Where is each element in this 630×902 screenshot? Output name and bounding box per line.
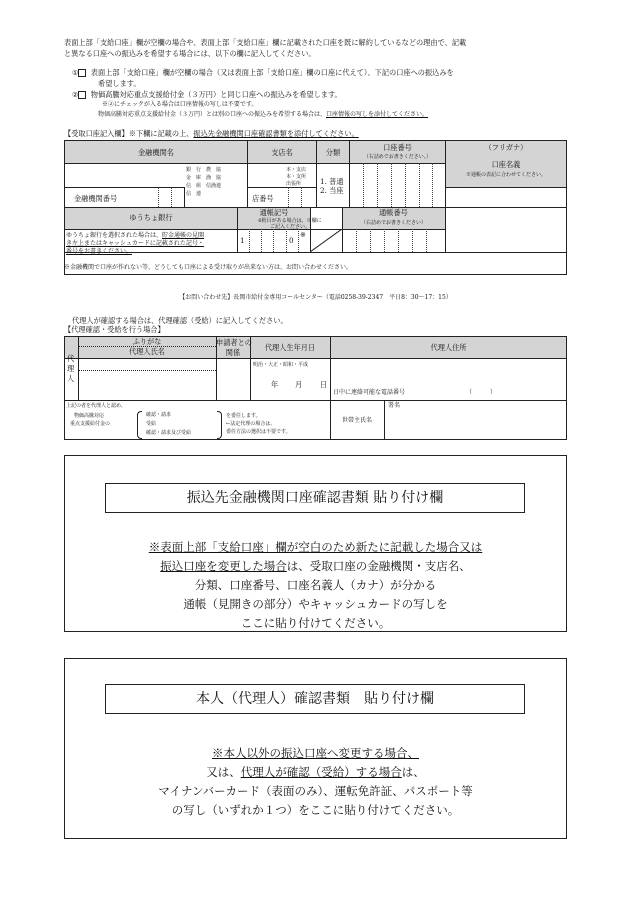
yucho-asterisk: ※: [300, 230, 307, 239]
box1-line-2-underlined: 振込口座を変更した場合: [160, 559, 287, 573]
left-brace: [137, 411, 142, 439]
proxy-heading: 【代理確認・受給を行う場合】: [64, 325, 165, 334]
box1-line-4: 通帳（見開きの部分）やキャッシュカードの写しを: [183, 597, 448, 611]
box2-line-1: ※本人以外の振込口座へ変更する場合、: [212, 746, 419, 760]
option-1-checkbox[interactable]: [78, 69, 86, 77]
kana-header: （フリガナ）: [484, 143, 528, 152]
side-label-2: 理: [67, 364, 75, 373]
account-footnote: ※金融機関で口座が作れない等、どうしても口座による受け取りが出来ない方は、お問い合わせください。: [64, 264, 353, 271]
signature-label: 署名: [388, 402, 401, 409]
box1-line-2: [64, 557, 567, 576]
benefit-2: 重点支援給付金の: [70, 421, 111, 427]
dob-label: 代理人生年月日: [264, 343, 316, 352]
paste-box-account-title: 振込先金融機関口座確認書類 貼り付け欄: [186, 490, 444, 506]
yucho-digit-0: 0: [289, 236, 294, 245]
address-label: 代理人住所: [430, 343, 467, 352]
bank-type-4: 信 連: [186, 191, 202, 197]
bank-code-label: 金融機関番号: [74, 194, 118, 203]
box2-line-2: [64, 763, 567, 782]
yucho-desc-3: 番号をお書きください。: [66, 248, 133, 255]
box2-line-2-underlined: 代理人が確認（受給）する場合: [240, 765, 402, 779]
yucho-symbol-note-2: ご記入ください。: [269, 224, 310, 230]
day-label: 日: [320, 380, 328, 389]
option-2-number: ②: [72, 90, 79, 99]
proxy-intro: 代理人が確認する場合は、代理確認（受給）に記入してください。: [72, 316, 288, 325]
box2-line-3: マイナンバーカード（表面のみ）、運転免許証、パスポート等: [158, 784, 473, 798]
yucho-number-note: （右詰めでお書きください）: [360, 220, 426, 226]
account-heading-underlined: 振込先金融機関口座確認書類を添付してください。: [193, 129, 359, 138]
type-current[interactable]: 2. 当座: [320, 186, 344, 195]
choice-confirm[interactable]: 確認・請求: [146, 412, 172, 418]
box1-line-5: ここに貼り付けてください。: [240, 616, 391, 630]
choice-receive[interactable]: 受給: [146, 421, 157, 427]
paste-box-identity-title: 本人（代理人）確認書類 貼り付け欄: [196, 691, 434, 707]
bank-name-header: 金融機関名: [138, 148, 174, 157]
benefit-1: 物価高騰対応: [74, 413, 105, 419]
branch-code-label: 店番号: [252, 194, 274, 203]
branch-type-3: 出張所: [286, 181, 302, 187]
intro-line-2: と異なる口座への振込みを希望する場合には、以下の欄に記入してください。: [64, 49, 316, 58]
account-heading-text: 【受取口座記入欄】※下欄に記載の上、: [64, 129, 194, 138]
option-2-note-underlined: 口座情報の写しを添付してください。: [326, 111, 429, 118]
option-1-number: ①: [72, 68, 79, 77]
type-header: 分類: [325, 148, 341, 157]
relation-label-2: 関係: [225, 348, 241, 357]
delegate-end-1: を委任します。: [226, 413, 261, 419]
bank-type-1: 銀 行 農 協: [186, 167, 222, 173]
box2-line-2-end: は、: [401, 765, 425, 779]
option-2-note: ※②にチェックが入る場合は口座情報の写しは不要です。: [102, 101, 258, 108]
option-2-note-2: [98, 111, 428, 119]
yucho-desc-2: き左上またはキャッシュカードに記載された記号・: [66, 240, 204, 247]
delegate-end-3: 委任方法の選択は不要です。: [226, 429, 291, 435]
choice-both[interactable]: 確認・請求及び受給: [146, 430, 192, 436]
holder-header: 口座名義: [491, 160, 521, 169]
contact-info: 【お問い合わせ先】長岡市給付金専用コールセンター（電話0258-39-2347 平日8：30～17：15）: [179, 294, 452, 301]
bank-type-3: 信 組 信漁連: [186, 183, 222, 189]
intro-line-1: 表面上部「支給口座」欄が空欄の場合や、表面上部「支給口座」欄に記載された口座を既に解約しているなどの理由で、記載: [64, 38, 467, 47]
delegate-intro: 上記の者を代理人と認め、: [66, 403, 126, 409]
phone-label: 日中に連絡可能な電話番号: [333, 389, 406, 396]
yucho-digit-1: 1: [240, 236, 245, 245]
number-header: 口座番号: [383, 143, 412, 152]
option-1-text-2: 希望します。: [98, 79, 141, 88]
diagonal-slash: [310, 229, 342, 252]
option-2: [72, 90, 342, 100]
yucho-number-label: 通帳番号: [379, 208, 408, 217]
year-label: 年: [271, 380, 279, 389]
furigana-label: ふりがな: [132, 337, 162, 346]
type-ordinary[interactable]: 1. 普通: [320, 177, 344, 186]
box2-line-2-text: 又は、: [206, 765, 241, 779]
option-1-text: 表面上部「支給口座」欄が空欄の場合（又は表面上部「支給口座」欄の口座に代えて）、下記の口座への振込みを: [90, 68, 454, 77]
option-2-text: 物価高騰対応重点支援給付金（３万円）と同じ口座への振込みを希望します。: [90, 90, 342, 99]
branch-type-1: 本・支店: [286, 167, 307, 173]
box1-line-2-rest: は、受取口座の金融機関・支店名、: [286, 559, 471, 573]
household-head-label: 世帯主氏名: [341, 417, 372, 424]
number-header-note: （右詰めでお書きください。）: [363, 154, 432, 160]
account-heading: [64, 129, 359, 139]
box2-line-4: の写し（いずれか１つ）をここに貼り付けてください。: [171, 803, 460, 817]
yucho-desc-1-text: ゆうちょ銀行を選択された場合は、: [66, 232, 163, 239]
branch-name-header: 支店名: [271, 148, 293, 157]
side-label-3: 人: [67, 374, 75, 383]
option-2-checkbox[interactable]: [78, 91, 86, 99]
holder-header-note: ※通帳の表記に合わせてください。: [465, 172, 546, 178]
box1-line-3: 分類、口座番号、口座名義人（カナ）が分かる: [194, 578, 437, 592]
option-1: [72, 68, 454, 78]
yucho-label: ゆうちょ銀行: [129, 213, 173, 222]
yucho-symbol-note: 6桁目がある場合は、※欄に: [258, 218, 322, 224]
bank-type-2: 金 庫 漁 協: [186, 175, 222, 181]
box1-line-1: ※表面上部「支給口座」欄が空白のため新たに記載した場合又は: [148, 540, 483, 554]
branch-type-2: 本・支所: [286, 174, 307, 180]
right-brace: [217, 411, 222, 439]
era-options[interactable]: 明治・大正・昭和・平成: [253, 362, 309, 368]
yucho-desc-1: [66, 232, 204, 240]
option-2-note-text: 物価高騰対応重点支援給付金（３万円）とは別の口座への振込みを希望する場合は、: [98, 111, 327, 118]
yucho-desc-1-underlined: 貯金通帳の見開: [162, 232, 205, 239]
delegate-end-2: ←法定代理の場合は、: [226, 421, 276, 427]
yucho-symbol-label: 通帳記号: [259, 208, 289, 217]
phone-paren[interactable]: （ ）: [466, 389, 497, 396]
side-label-1: 代: [67, 354, 75, 363]
relation-label: 申請者との: [216, 338, 252, 347]
month-label: 月: [295, 380, 303, 389]
proxy-name-label: 代理人氏名: [129, 347, 165, 356]
